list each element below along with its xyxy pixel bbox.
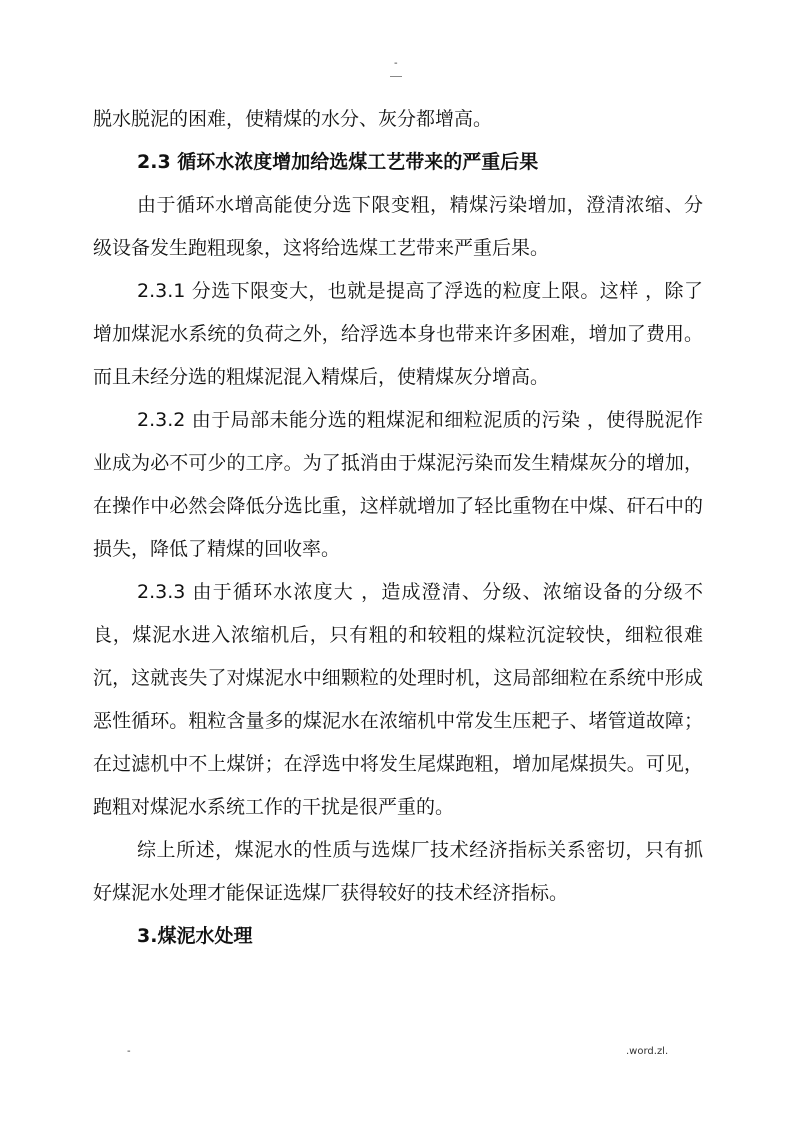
- paragraph-intro: 由于循环水增高能使分选下限变粗，精煤污染增加，澄清浓缩、分级设备发生跑粗现象，这将给选煤工艺带来严重后果。: [93, 194, 703, 259]
- heading-section-2-3: 2.3 循环水浓度增加给选煤工艺带来的严重后果: [137, 151, 539, 173]
- header-rule: [390, 76, 402, 77]
- paragraph-continuation: 脱水脱泥的困难，使精煤的水分、灰分都增高。: [93, 108, 493, 130]
- footer-left-mark: -: [127, 1046, 131, 1057]
- paragraph-2-3-2: 2.3.2 由于局部未能分选的粗煤泥和细粒泥质的污染 ，使得脱泥作业成为必不可少的工序。为了抵消由于煤泥污染而发生精煤灰分的增加，在操作中必然会降低分选比重，这样就增加了轻比重物在中煤、矸石中的损失，降低了精煤的回收率。: [93, 409, 703, 560]
- header-mark: -: [394, 58, 398, 69]
- footer-right-text: .word.zl.: [626, 1046, 669, 1057]
- paragraph-2-3-3: 2.3.3 由于循环水浓度大 ，造成澄清、分级、浓缩设备的分级不良，煤泥水进入浓缩机后，只有粗的和较粗的煤粒沉淀较快，细粒很难沉，这就丧失了对煤泥水中细颗粒的处理时机，这局部细粒在系统中形成恶性循环。粗粒含量多的煤泥水在浓缩机中常发生压耙子、堵管道故障；在过滤机中不上煤饼；在浮选中将发生尾煤跑粗，增加尾煤损失。可见，跑粗对煤泥水系统工作的干扰是很严重的。: [93, 581, 703, 818]
- document-body: [93, 98, 703, 958]
- heading-section-3: 3.煤泥水处理: [137, 925, 253, 947]
- paragraph-summary: 综上所述，煤泥水的性质与选煤厂技术经济指标关系密切，只有抓好煤泥水处理才能保证选煤厂获得较好的技术经济指标。: [93, 839, 703, 904]
- paragraph-2-3-1: 2.3.1 分选下限变大，也就是提高了浮选的粒度上限。这样 ，除了增加煤泥水系统的负荷之外，给浮选本身也带来许多困难，增加了费用。而且未经分选的粗煤泥混入精煤后，使精煤灰分增高。: [93, 280, 703, 388]
